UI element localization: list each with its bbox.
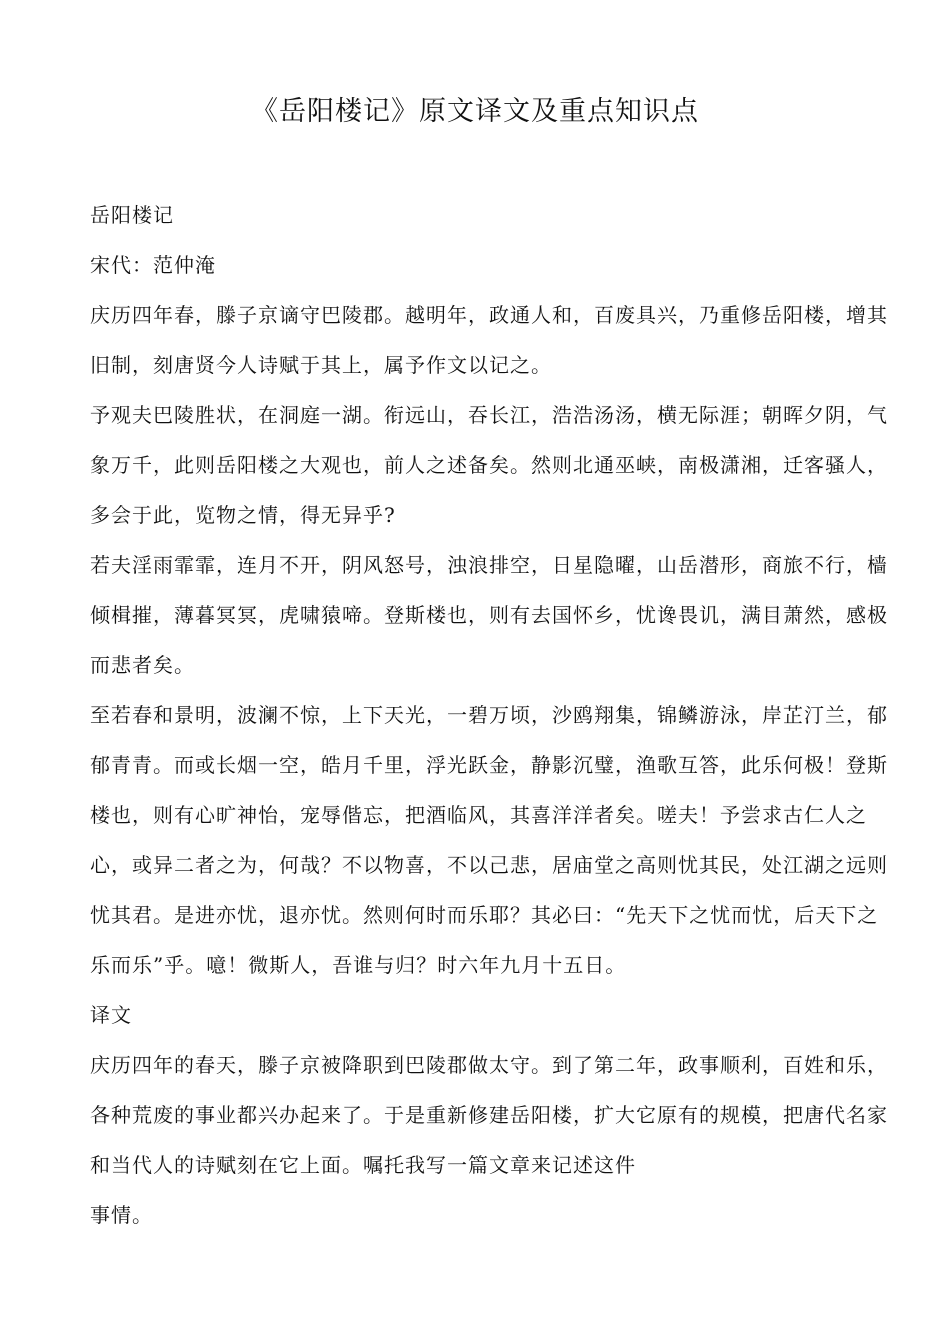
translation-heading: 译文 (90, 1003, 132, 1027)
translation-paragraph-1-continued: 事情。 (90, 1203, 153, 1227)
document-title: 《岳阳楼记》原文译文及重点知识点 (251, 96, 699, 127)
original-paragraph-4: 至若春和景明，波澜不惊，上下天光，一碧万顷，沙鸥翔集，锦鳞游泳，岸芷汀兰，郁郁青青。而或长烟一空，皓月千里，浮光跃金，静影沉璧，渔歌互答，此乐何极！登斯楼也，则有心旷神怡，宠辱偕忘，把酒临风，其喜洋洋者矣。嗟夫！予尝求古仁人之心，或异二者之为，何哉？不以物喜，不以己悲，居庙堂之高则忧其民，处江湖之远则忧其君。是进亦忧，退亦忧。然则何时而乐耶？其必曰：“先天下之忧而忧，后天下之乐而乐”乎。噫！微斯人，吾谁与归？时六年九月十五日。 (90, 703, 888, 977)
translation-paragraph-1: 庆历四年的春天，滕子京被降职到巴陵郡做太守。到了第二年，政事顺利，百姓和乐，各种荒废的事业都兴办起来了。于是重新修建岳阳楼，扩大它原有的规模，把唐代名家和当代人的诗赋刻在它上面。嘱托我写一篇文章来记述这件 (90, 1053, 888, 1177)
poem-title: 岳阳楼记 (90, 203, 174, 227)
original-paragraph-2: 予观夫巴陵胜状，在洞庭一湖。衔远山，吞长江，浩浩汤汤，横无际涯；朝晖夕阴，气象万千，此则岳阳楼之大观也，前人之述备矣。然则北通巫峡，南极潇湘，迁客骚人，多会于此，览物之情，得无异乎? (90, 403, 888, 527)
document-body (90, 190, 888, 1240)
original-paragraph-3: 若夫淫雨霏霏，连月不开，阴风怒号，浊浪排空，日星隐曜，山岳潜形，商旅不行，樯倾楫摧，薄暮冥冥，虎啸猿啼。登斯楼也，则有去国怀乡，忧谗畏讥，满目萧然，感极而悲者矣。 (90, 553, 888, 677)
poem-author: 宋代：范仲淹 (90, 253, 216, 277)
original-paragraph-1: 庆历四年春，滕子京谪守巴陵郡。越明年，政通人和，百废具兴，乃重修岳阳楼，增其旧制，刻唐贤今人诗赋于其上，属予作文以记之。 (90, 303, 888, 377)
